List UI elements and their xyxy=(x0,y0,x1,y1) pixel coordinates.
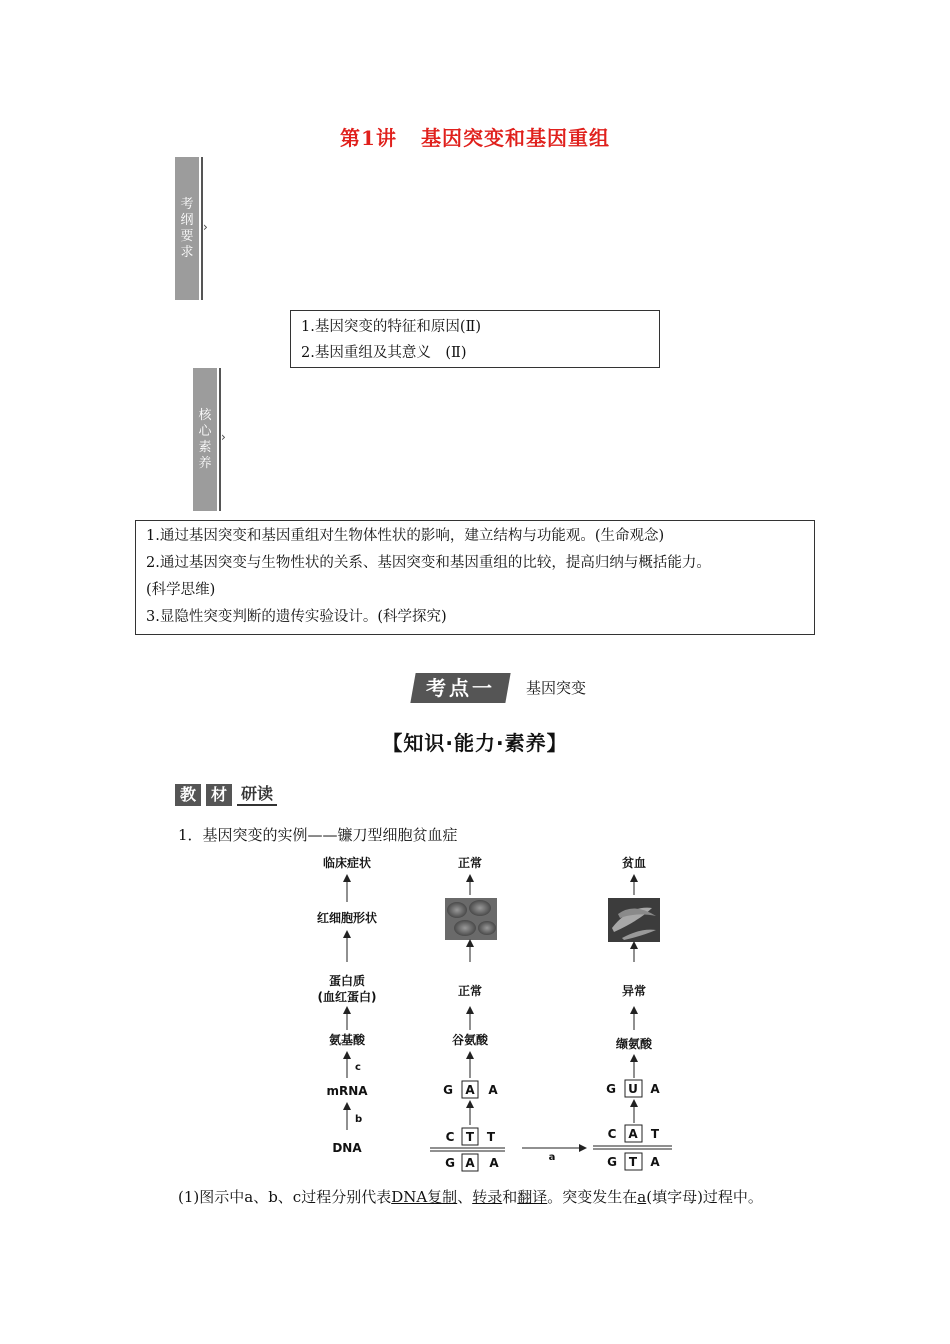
anemia-dna-bottom-1: G xyxy=(607,1155,617,1169)
label-mrna: mRNA xyxy=(326,1084,368,1098)
anemia-dna-top-3: T xyxy=(650,1127,660,1141)
arrow-b-label: b xyxy=(355,1114,363,1125)
kaogang-item: 1.基因突变的特征和原因(Ⅱ) xyxy=(301,319,482,335)
kaogang-box xyxy=(290,310,660,368)
anemia-mrna-3: A xyxy=(650,1082,660,1096)
kaogang-item: 2.基因重组及其意义 (Ⅱ) xyxy=(301,345,467,361)
answer-blank: DNA复制 xyxy=(391,1188,458,1206)
normal-dna-top-1: C xyxy=(445,1130,455,1144)
normal-dna-top-2: T xyxy=(465,1130,475,1144)
answer-blank: 翻译 xyxy=(517,1188,548,1206)
anemia-dna-bottom-3: A xyxy=(650,1155,660,1169)
label-protein: 蛋白质 xyxy=(328,974,366,988)
chevron-right-icon: › xyxy=(221,430,226,444)
normal-dna-bottom-2: A xyxy=(465,1156,475,1170)
anemia-amino: 缬氨酸 xyxy=(615,1037,653,1051)
anemia-mrna-1: G xyxy=(606,1082,616,1096)
jiaocai-rest: 研读 xyxy=(237,784,277,806)
anemia-symptom: 贫血 xyxy=(621,856,647,870)
normal-symptom: 正常 xyxy=(457,856,483,870)
jiaocai-label xyxy=(175,782,277,806)
normal-dna-top-3: T xyxy=(486,1130,496,1144)
anemia-dna-bottom-2: T xyxy=(628,1155,638,1169)
sickle-cell-diagram xyxy=(300,850,700,1175)
anemia-dna-top-2: A xyxy=(628,1127,638,1141)
jiaocai-char: 材 xyxy=(206,784,232,806)
lecture-number: 第1讲 xyxy=(340,126,397,150)
normal-mrna-2: A xyxy=(465,1083,475,1097)
lecture-topic: 基因突变和基因重组 xyxy=(420,126,610,150)
normal-amino: 谷氨酸 xyxy=(451,1033,489,1047)
hexin-item: 2.通过基因突变与生物性状的关系、基因突变和基因重组的比较，提高归纳与概括能力。 xyxy=(146,555,711,571)
kaogang-tab: 考纲要求 xyxy=(175,157,199,300)
hexin-box xyxy=(135,520,815,635)
section-heading: 【知识·能力·素养】 xyxy=(382,731,568,755)
anemia-protein: 异常 xyxy=(621,984,647,998)
hexin-item: 1.通过基因突变和基因重组对生物体性状的影响，建立结构与功能观。(生命观念) xyxy=(146,528,665,544)
label-rbc-shape: 红细胞形状 xyxy=(316,911,378,925)
label-hemoglobin: (血红蛋白) xyxy=(317,990,377,1004)
anemia-dna-top-1: C xyxy=(607,1127,617,1141)
question-1: (1)图示中a、b、c过程分别代表DNA复制、转录和翻译。突变发生在a(填字母)过程中。 xyxy=(178,1188,763,1206)
label-amino: 氨基酸 xyxy=(328,1033,366,1047)
label-dna: DNA xyxy=(332,1141,362,1155)
normal-mrna-3: A xyxy=(488,1083,498,1097)
anemia-mrna-2: U xyxy=(628,1082,638,1096)
normal-dna-bottom-3: A xyxy=(489,1156,499,1170)
page-title xyxy=(0,122,950,151)
hexin-item: (科学思维) xyxy=(146,582,216,598)
kaodian-name: 基因突变 xyxy=(526,679,587,697)
normal-dna-bottom-1: G xyxy=(445,1156,455,1170)
hexin-tab: 核心素养 xyxy=(193,368,217,511)
normal-mrna-1: G xyxy=(443,1083,453,1097)
jiaocai-char: 教 xyxy=(175,784,201,806)
answer-blank: a xyxy=(637,1188,647,1206)
arrow-a-label: a xyxy=(548,1152,556,1163)
kaodian-banner: 考点一 xyxy=(410,673,510,703)
point-1: 1．基因突变的实例——镰刀型细胞贫血症 xyxy=(178,826,458,844)
label-symptom: 临床症状 xyxy=(322,856,372,870)
hexin-item: 3.显隐性突变判断的遗传实验设计。(科学探究) xyxy=(146,609,447,625)
answer-blank: 转录 xyxy=(472,1188,503,1206)
chevron-right-icon: › xyxy=(203,220,208,234)
normal-protein: 正常 xyxy=(457,984,483,998)
arrow-c-label: c xyxy=(355,1062,361,1073)
